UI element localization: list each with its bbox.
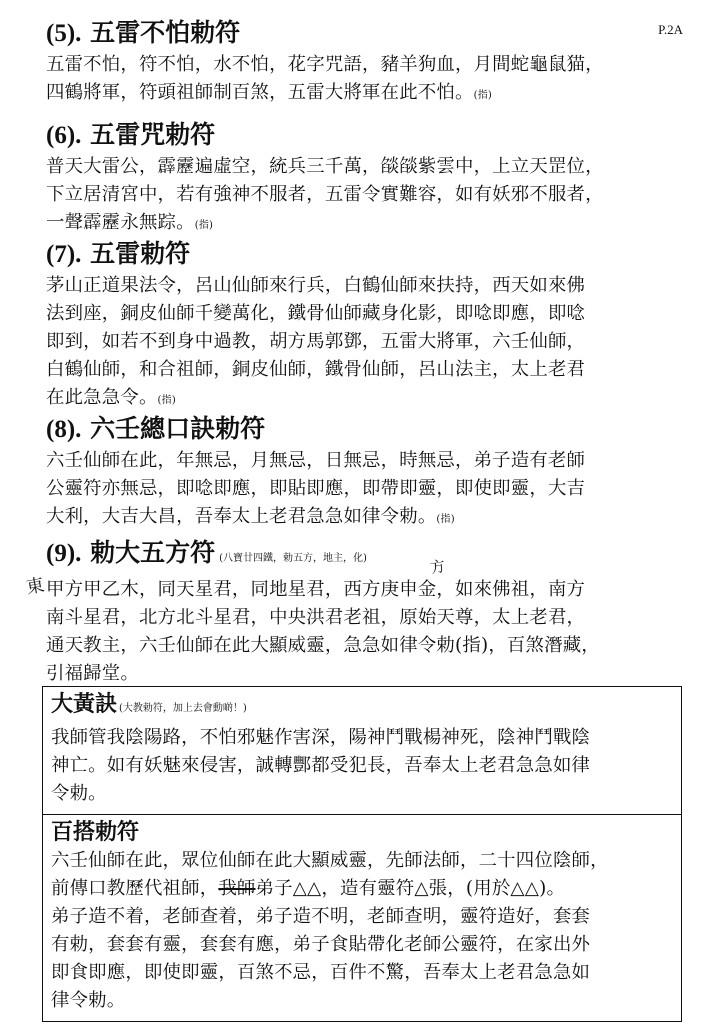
section-8 bbox=[46, 412, 696, 534]
box-subtitle: (大教勅符，加上去會動啲！) bbox=[119, 703, 247, 714]
note-zhi: (指) bbox=[473, 90, 492, 101]
section-5 bbox=[46, 16, 696, 110]
section-title: (7). 五雷勅符 bbox=[46, 239, 191, 268]
section-title: (9). 勅大五方符 (八寶廿四鐵，勅五方，地主，化) bbox=[46, 538, 367, 567]
section-subtitle: (八寶廿四鐵，勅五方，地主，化) bbox=[219, 553, 367, 564]
note-zhi: (指) bbox=[157, 395, 176, 406]
section-text: 普天大雷公，霹靂遍虛空，統兵三千萬，燄燄紫雲中，上立天罡位， 下立居清宮中，若有強神不服者，五雷令實難容，如有妖邪不服者， 一聲霹靂永無踪。(指) bbox=[46, 156, 604, 233]
box-da-huang-jue bbox=[43, 687, 681, 814]
box-text: 我師管我陰陽路，不怕邪魅作害深，陽神鬥戰楊神死，陰神鬥戰陰 神亡。如有妖魅來侵害，誠轉酆都受犯長，吾奉太上老君急急如律 令勅。 bbox=[51, 727, 591, 804]
struck-text: 我師 bbox=[218, 878, 256, 899]
box-title: 百搭勅符 bbox=[51, 819, 140, 845]
section-title: (6). 五雷咒勅符 bbox=[46, 120, 216, 149]
section-text: 茅山正道果法令，呂山仙師來行兵，白鶴仙師來扶持，西天如來佛 法到座，銅皮仙師千變萬化，鐵骨仙師藏身化影，即唸即應，即唸 即到，如若不到身中過教，胡方馬郭鄧，五雷大將軍，六壬仙師， 白鶴仙師，和合祖師，銅皮仙師，鐵骨仙師，呂山法主，太上老君 在此急急令。(指) bbox=[46, 275, 586, 408]
section-title: (5). 五雷不怕勅符 bbox=[46, 18, 241, 47]
section-7 bbox=[46, 237, 696, 415]
section-text: 六壬仙師在此，年無忌，月無忌，日無忌，時無忌，弟子造有老師 公靈符亦無忌，即唸即應，即貼即應，即帶即靈，即使即靈，大吉 大利，大吉大昌，吾奉太上老君急急如律令勅。(指) bbox=[46, 450, 586, 527]
note-zhi: (指) bbox=[436, 514, 455, 525]
section-9 bbox=[46, 536, 696, 688]
boxed-sections bbox=[42, 686, 682, 1022]
section-6 bbox=[46, 118, 696, 240]
section-text: 五雷不怕，符不怕，水不怕，花字咒語，豬羊狗血，月間蛇龜鼠猫， 四鶴將軍，符頭祖師制百煞，五雷大將軍在此不怕。(指) bbox=[46, 54, 604, 103]
box-title: 大黃訣 (大教勅符，加上去會動啲！) bbox=[51, 691, 247, 717]
section-text: 甲方甲乙木，同天星君，同地星君，西方庚申金，如來佛祖，南方 南斗星君，北方北斗星君，中央洪君老祖，原始天尊，太上老君， 通天教主，六壬仙師在此大顯威靈，急急如律令勅(指)，百煞潛藏， 引福歸堂。 bbox=[46, 579, 600, 684]
box-text: 六壬仙師在此，眾位仙師在此大顯威靈，先師法師，二十四位陰師， 前傳口教歷代祖師，我師弟子△△，造有靈符△張，(用於△△)。 弟子造不着，老師查着，弟子造不明，老師查明，靈符造好，套套 有勅，套套有靈，套套有應，弟子食貼帶化老師公靈符，在家出外 即食即應，即使即靈，百煞不忌，百件不驚，吾奉太上老君急急如 律令勅。 bbox=[51, 850, 609, 1011]
box-bai-da-chi-fu bbox=[43, 814, 681, 1021]
handwritten-east: 東 bbox=[24, 574, 46, 599]
handwritten-correction: 方 bbox=[428, 556, 447, 578]
section-title: (8). 六壬總口訣勅符 bbox=[46, 414, 266, 443]
page-number: P.2A bbox=[658, 22, 683, 37]
note-zhi: (指) bbox=[194, 220, 214, 231]
